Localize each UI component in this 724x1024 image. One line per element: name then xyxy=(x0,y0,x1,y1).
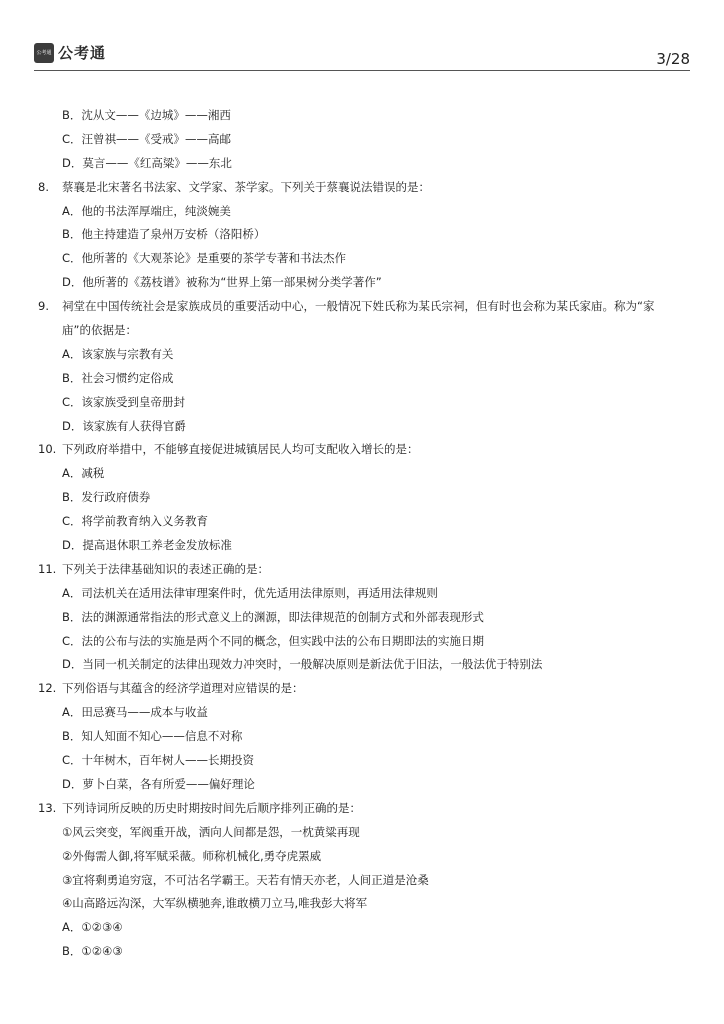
option-line: ②外侮需人御,将军赋采薇。师称机械化,勇夺虎罴威 xyxy=(62,848,322,863)
question-number: 13. xyxy=(38,800,57,815)
option-line: D．该家族有人获得官爵 xyxy=(62,418,186,433)
question-text: 祠堂在中国传统社会是家族成员的重要活动中心，一般情况下姓氏称为某氏宗祠，但有时也会称为某氏家庙。称为“家 xyxy=(62,299,655,314)
option-line: B．法的渊源通常指法的形式意义上的渊源，即法律规范的创制方式和外部表现形式 xyxy=(62,609,484,624)
question-text: 下列政府举措中，不能够直接促进城镇居民人均可支配收入增长的是： xyxy=(62,442,419,457)
option-line: A．他的书法浑厚端庄，纯淡婉美 xyxy=(62,203,231,218)
question-line xyxy=(38,677,690,701)
option-line: D．莫言——《红高粱》——东北 xyxy=(62,155,232,170)
option-line: 庙”的依据是： xyxy=(62,323,137,338)
question-line xyxy=(38,558,690,582)
option-line: D．提高退休职工养老金发放标准 xyxy=(62,538,232,553)
question-text: 下列诗词所反映的历史时期按时间先后顺序排列正确的是： xyxy=(62,800,361,815)
option-line: C．将学前教育纳入义务教育 xyxy=(62,514,209,529)
option-line: D．萝卜白菜，各有所爱——偏好理论 xyxy=(62,776,255,791)
question-number: 9. xyxy=(38,299,49,314)
option-line: D．当同一机关制定的法律出现效力冲突时，一般解决原则是新法优于旧法，一般法优于特别法 xyxy=(62,657,543,672)
page-header xyxy=(34,40,690,71)
question-line xyxy=(38,438,690,462)
question-line xyxy=(38,176,690,200)
question-text: 蔡襄是北宋著名书法家、文学家、茶学家。下列关于蔡襄说法错误的是： xyxy=(62,179,430,194)
question-line xyxy=(38,295,690,319)
question-number: 8. xyxy=(38,179,49,194)
question-text: 下列俗语与其蕴含的经济学道理对应错误的是： xyxy=(62,681,304,696)
question-line xyxy=(38,797,690,821)
document-body xyxy=(38,104,690,964)
option-line: C．他所著的《大观茶论》是重要的茶学专著和书法杰作 xyxy=(62,251,347,266)
option-line: B．①②④③ xyxy=(62,944,123,959)
option-line: A．司法机关在适用法律审理案件时，优先适用法律原则，再适用法律规则 xyxy=(62,585,438,600)
option-line: D．他所著的《荔枝谱》被称为“世界上第一部果树分类学著作” xyxy=(62,275,382,290)
option-line: A．①②③④ xyxy=(62,920,123,935)
option-line: C．汪曾祺——《受戒》——高邮 xyxy=(62,131,232,146)
question-number: 12. xyxy=(38,681,57,696)
option-line: A．该家族与宗教有关 xyxy=(62,346,174,361)
page-number: 3/28 xyxy=(656,50,690,68)
option-line: C．十年树木，百年树人——长期投资 xyxy=(62,753,255,768)
option-line: C．法的公布与法的实施是两个不同的概念，但实践中法的公布日期即法的实施日期 xyxy=(62,633,485,648)
option-line: C．该家族受到皇帝册封 xyxy=(62,394,186,409)
question-number: 11. xyxy=(38,561,57,576)
option-line: ④山高路远沟深，大军纵横驰奔,谁敢横刀立马,唯我彭大将军 xyxy=(62,896,368,911)
brand-name: 公考通 xyxy=(58,44,107,62)
option-line: A．田忌赛马——成本与收益 xyxy=(62,705,208,720)
brand-logo-icon: 公考通 xyxy=(34,43,54,63)
option-line: A．减税 xyxy=(62,466,105,481)
option-line: ①风云突变，军阀重开战，洒向人间都是怨，一枕黄粱再现 xyxy=(62,824,360,839)
option-line: B．他主持建造了泉州万安桥（洛阳桥） xyxy=(62,227,266,242)
option-line: B．社会习惯约定俗成 xyxy=(62,370,174,385)
option-line: B．知人知面不知心——信息不对称 xyxy=(62,729,243,744)
option-line: B．发行政府债券 xyxy=(62,490,151,505)
option-line: ③宜将剩勇追穷寇，不可沽名学霸王。天若有情天亦老，人间正道是沧桑 xyxy=(62,872,429,887)
option-line: B．沈从文——《边城》——湘西 xyxy=(62,108,231,122)
question-number: 10. xyxy=(38,442,57,457)
question-text: 下列关于法律基础知识的表述正确的是： xyxy=(62,561,269,576)
